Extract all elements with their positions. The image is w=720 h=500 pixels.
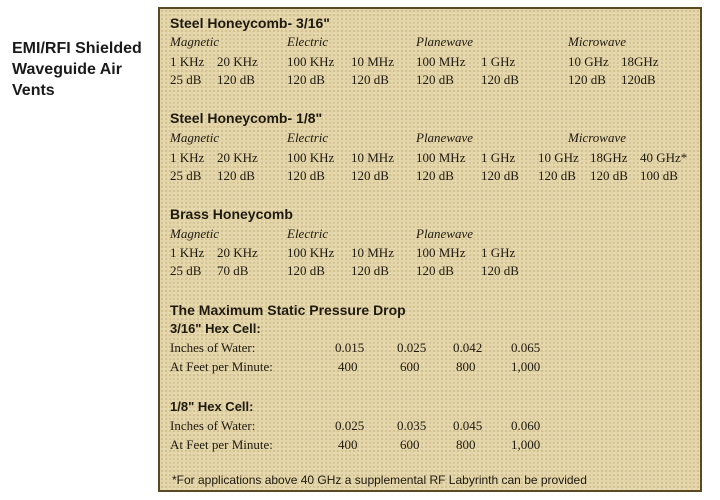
frequency-value: 1 KHz	[170, 150, 205, 165]
frequency-value: 10 GHz	[538, 150, 579, 165]
frequency-value: 1 GHz	[481, 245, 516, 260]
section-heading: Steel Honeycomb- 3/16"	[170, 15, 330, 31]
feet-value: 1,000	[511, 359, 541, 374]
pressure-value: 0.025	[397, 340, 427, 355]
attenuation-value: 120 dB	[351, 72, 389, 87]
feet-value: 600	[400, 437, 420, 452]
attenuation-value: 120 dB	[481, 168, 519, 183]
category-label: Planewave	[416, 130, 474, 145]
section-heading: Brass Honeycomb	[170, 206, 293, 222]
row-label: At Feet per Minute:	[170, 359, 273, 374]
section-heading: Steel Honeycomb- 1/8"	[170, 110, 323, 126]
frequency-value: 100 KHz	[287, 245, 335, 260]
attenuation-value: 120 dB	[217, 168, 255, 183]
feet-value: 800	[456, 437, 476, 452]
attenuation-value: 120 dB	[351, 168, 389, 183]
frequency-value: 100 MHz	[416, 54, 466, 69]
attenuation-value: 120 dB	[287, 72, 325, 87]
feet-value: 400	[338, 359, 358, 374]
feet-value: 400	[338, 437, 358, 452]
category-label: Magnetic	[170, 34, 220, 49]
frequency-value: 18GHz	[621, 54, 659, 69]
frequency-value: 1 GHz	[481, 54, 516, 69]
category-label: Electric	[287, 34, 329, 49]
frequency-value: 10 MHz	[351, 54, 394, 69]
frequency-value: 100 KHz	[287, 150, 335, 165]
row-label: Inches of Water:	[170, 340, 256, 355]
attenuation-value: 25 dB	[170, 168, 202, 183]
frequency-value: 100 MHz	[416, 150, 466, 165]
attenuation-value: 70 dB	[217, 263, 249, 278]
attenuation-value: 120 dB	[217, 72, 255, 87]
frequency-value: 10 MHz	[351, 245, 394, 260]
category-label: Magnetic	[170, 130, 220, 145]
row-label: At Feet per Minute:	[170, 437, 273, 452]
frequency-value: 10 GHz	[568, 54, 609, 69]
frequency-value: 10 MHz	[351, 150, 394, 165]
pressure-value: 0.025	[335, 418, 365, 433]
frequency-value: 100 MHz	[416, 245, 466, 260]
attenuation-value: 120 dB	[481, 263, 519, 278]
frequency-value: 18GHz	[590, 150, 628, 165]
category-label: Electric	[287, 226, 329, 241]
feet-value: 800	[456, 359, 476, 374]
attenuation-value: 120 dB	[351, 263, 389, 278]
attenuation-value: 120 dB	[416, 168, 454, 183]
pressure-value: 0.042	[453, 340, 483, 355]
pressure-value: 0.065	[511, 340, 541, 355]
pressure-heading: The Maximum Static Pressure Drop	[170, 302, 406, 318]
frequency-value: 40 GHz*	[640, 150, 688, 165]
attenuation-value: 120dB	[621, 72, 656, 87]
feet-value: 1,000	[511, 437, 541, 452]
spec-panel	[158, 7, 702, 492]
attenuation-value: 120 dB	[590, 168, 628, 183]
pressure-value: 0.015	[335, 340, 365, 355]
attenuation-value: 25 dB	[170, 263, 202, 278]
hex-cell-title: 3/16" Hex Cell:	[170, 321, 261, 336]
frequency-value: 20 KHz	[217, 245, 258, 260]
pressure-value: 0.035	[397, 418, 427, 433]
frequency-value: 1 KHz	[170, 245, 205, 260]
hex-cell-title: 1/8" Hex Cell:	[170, 399, 254, 414]
category-label: Planewave	[416, 226, 474, 241]
frequency-value: 1 KHz	[170, 54, 205, 69]
category-label: Planewave	[416, 34, 474, 49]
attenuation-value: 120 dB	[287, 168, 325, 183]
attenuation-value: 120 dB	[416, 263, 454, 278]
category-label: Electric	[287, 130, 329, 145]
attenuation-value: 120 dB	[416, 72, 454, 87]
row-label: Inches of Water:	[170, 418, 256, 433]
category-label: Microwave	[568, 130, 626, 145]
side-title: EMI/RFI Shielded Waveguide Air Vents	[12, 40, 142, 99]
attenuation-value: 120 dB	[568, 72, 606, 87]
attenuation-value: 120 dB	[481, 72, 519, 87]
attenuation-value: 100 dB	[640, 168, 678, 183]
footnote: *For applications above 40 GHz a supplemental RF Labyrinth can be provided	[172, 473, 587, 487]
pressure-value: 0.045	[453, 418, 483, 433]
category-label: Microwave	[568, 34, 626, 49]
category-label: Magnetic	[170, 226, 220, 241]
frequency-value: 20 KHz	[217, 150, 258, 165]
feet-value: 600	[400, 359, 420, 374]
frequency-value: 20 KHz	[217, 54, 258, 69]
attenuation-value: 120 dB	[538, 168, 576, 183]
attenuation-value: 120 dB	[287, 263, 325, 278]
frequency-value: 1 GHz	[481, 150, 516, 165]
pressure-value: 0.060	[511, 418, 541, 433]
attenuation-value: 25 dB	[170, 72, 202, 87]
frequency-value: 100 KHz	[287, 54, 335, 69]
